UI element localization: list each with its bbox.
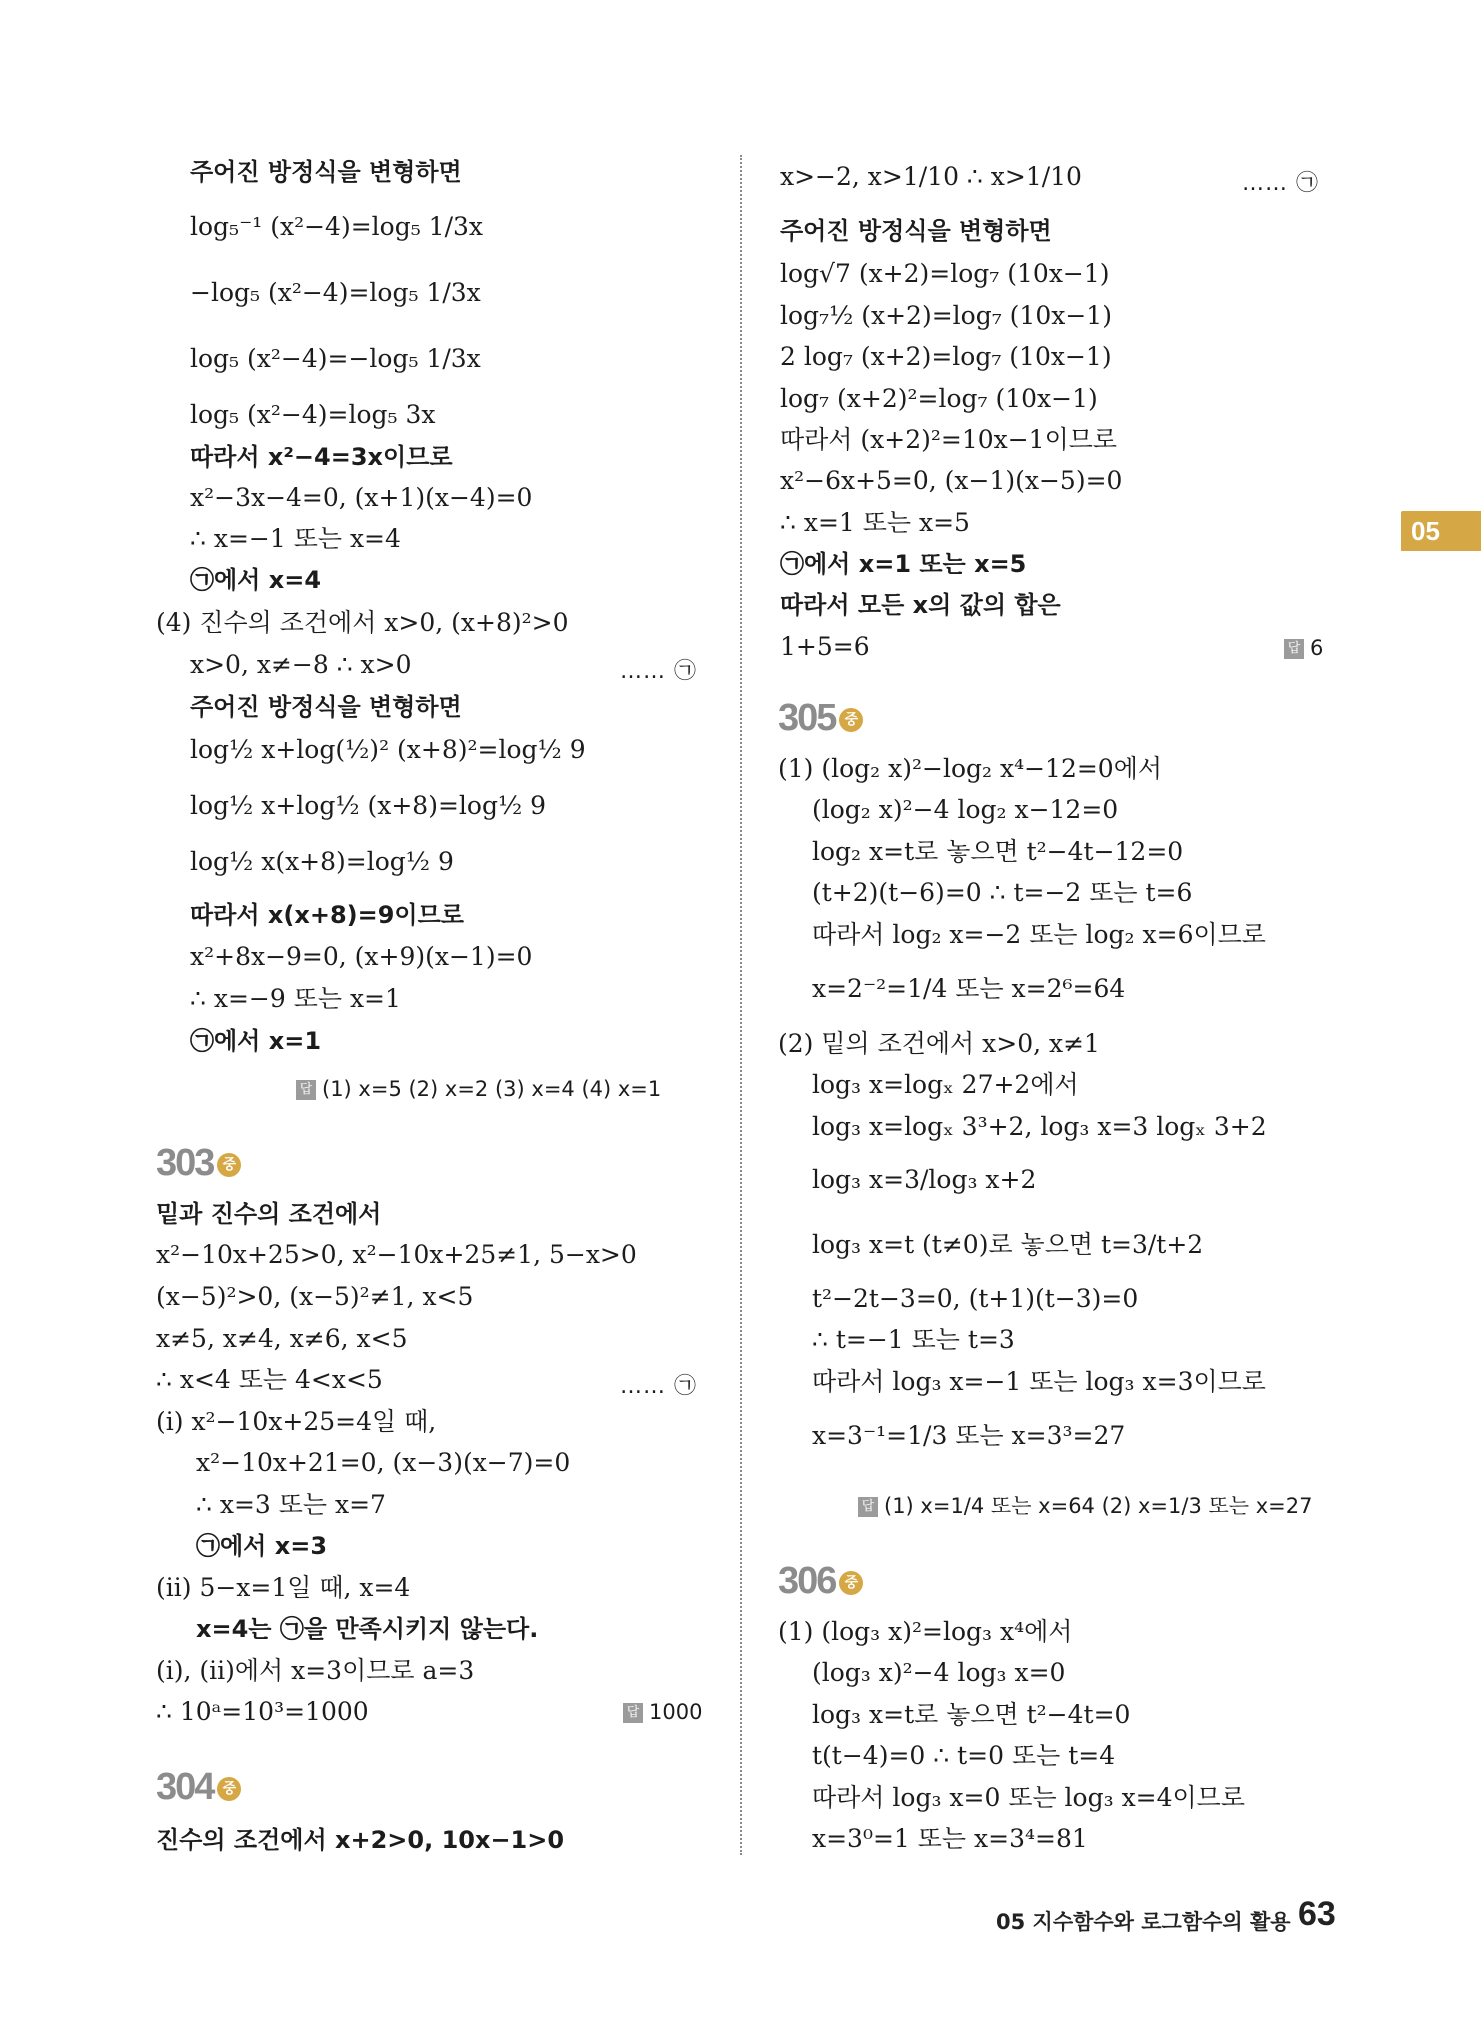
problem-number-text: 303 <box>156 1142 214 1184</box>
solution-line: log₃ x=logₓ 3³+2, log₃ x=3 logₓ 3+2 <box>812 1112 1267 1141</box>
answer-line <box>623 1700 702 1724</box>
solution-line: log₃ x=3/log₃ x+2 <box>812 1165 1037 1194</box>
answer-text: (1) x=5 (2) x=2 (3) x=4 (4) x=1 <box>322 1077 662 1101</box>
solution-line: x>0, x≠−8 ∴ x>0 <box>190 650 412 679</box>
solution-line: ∴ x=1 또는 x=5 <box>780 508 970 537</box>
solution-line: 따라서 x²−4=3x이므로 <box>190 443 453 471</box>
difficulty-badge: 중 <box>839 708 863 732</box>
answer-line <box>296 1077 661 1101</box>
solution-line: 따라서 log₂ x=−2 또는 log₂ x=6이므로 <box>812 920 1266 949</box>
solution-line: ∴ x=−9 또는 x=1 <box>190 984 401 1013</box>
solution-line: ㉠에서 x=1 <box>190 1027 322 1055</box>
solution-line: (i) x²−10x+25=4일 때, <box>156 1407 437 1436</box>
solution-line: x=2⁻²=1/4 또는 x=2⁶=64 <box>812 974 1126 1003</box>
solution-line: (1) (log₂ x)²−log₂ x⁴−12=0에서 <box>778 754 1163 783</box>
solution-line: ∴ x<4 또는 4<x<5 <box>156 1365 383 1394</box>
solution-line: ∴ 10ᵃ=10³=1000 <box>156 1697 369 1726</box>
solution-line: (i), (ii)에서 x=3이므로 a=3 <box>156 1656 475 1685</box>
solution-line: ∴ x=−1 또는 x=4 <box>190 524 401 553</box>
solution-line: x²+8x−9=0, (x+9)(x−1)=0 <box>190 942 533 971</box>
solution-line: (log₂ x)²−4 log₂ x−12=0 <box>812 795 1119 824</box>
problem-number <box>778 1560 863 1603</box>
footer-chapter-title: 05 지수함수와 로그함수의 활용 <box>996 1910 1291 1934</box>
solution-line: 따라서 log₃ x=0 또는 log₃ x=4이므로 <box>812 1783 1245 1812</box>
solution-line: log√7 (x+2)=log₇ (10x−1) <box>780 259 1110 288</box>
problem-number-text: 305 <box>778 697 836 739</box>
solution-line: log₃ x=logₓ 27+2에서 <box>812 1070 1079 1099</box>
solution-line: log₅ (x²−4)=−log₅ 1/3x <box>190 344 481 373</box>
equation-marker: …… ㉠ <box>1242 171 1319 196</box>
answer-mark-icon: 답 <box>1284 639 1304 659</box>
solution-line: log₃ x=t (t≠0)로 놓으면 t=3/t+2 <box>812 1230 1204 1259</box>
solution-line: x²−10x+25>0, x²−10x+25≠1, 5−x>0 <box>156 1240 637 1269</box>
solution-line: (4) 진수의 조건에서 x>0, (x+8)²>0 <box>156 608 569 637</box>
solution-line: t²−2t−3=0, (t+1)(t−3)=0 <box>812 1284 1139 1313</box>
answer-mark-icon: 답 <box>858 1497 878 1517</box>
answer-mark-icon: 답 <box>296 1080 316 1100</box>
solution-line: log₂ x=t로 놓으면 t²−4t−12=0 <box>812 837 1184 866</box>
problem-number <box>156 1766 241 1809</box>
answer-text: 6 <box>1310 636 1324 660</box>
solution-line: log½ x+log½ (x+8)=log½ 9 <box>190 791 547 820</box>
solution-line: (1) (log₃ x)²=log₃ x⁴에서 <box>778 1617 1073 1646</box>
answer-line <box>858 1490 1313 1520</box>
problem-number-text: 306 <box>778 1560 836 1602</box>
solution-line: ∴ t=−1 또는 t=3 <box>812 1325 1015 1354</box>
solution-line: (t+2)(t−6)=0 ∴ t=−2 또는 t=6 <box>812 878 1193 907</box>
problem-number <box>156 1142 241 1185</box>
solution-line: log₇ (x+2)²=log₇ (10x−1) <box>780 384 1098 413</box>
solution-line: ∴ x=3 또는 x=7 <box>196 1490 386 1519</box>
solution-line: (log₃ x)²−4 log₃ x=0 <box>812 1658 1066 1687</box>
solution-line: log₃ x=t로 놓으면 t²−4t=0 <box>812 1700 1131 1729</box>
solution-line: 2 log₇ (x+2)=log₇ (10x−1) <box>780 342 1112 371</box>
solution-line: x=3⁻¹=1/3 또는 x=3³=27 <box>812 1421 1126 1450</box>
solution-line: 따라서 log₃ x=−1 또는 log₃ x=3이므로 <box>812 1367 1266 1396</box>
solution-line: log₇½ (x+2)=log₇ (10x−1) <box>780 301 1112 330</box>
solution-line: 따라서 모든 x의 값의 합은 <box>780 591 1061 619</box>
solution-line: 1+5=6 <box>780 632 870 661</box>
solution-line: 주어진 방정식을 변형하면 <box>780 217 1052 245</box>
solution-line: x²−3x−4=0, (x+1)(x−4)=0 <box>190 483 533 512</box>
difficulty-badge: 중 <box>839 1571 863 1595</box>
difficulty-badge: 중 <box>217 1777 241 1801</box>
page-number: 63 <box>1298 1895 1336 1933</box>
column-divider <box>740 155 742 1855</box>
solution-line: log₅ (x²−4)=log₅ 3x <box>190 400 436 429</box>
solution-line: 진수의 조건에서 x+2>0, 10x−1>0 <box>156 1826 565 1854</box>
answer-line <box>1284 636 1323 660</box>
solution-line: (2) 밑의 조건에서 x>0, x≠1 <box>778 1029 1100 1058</box>
problem-number-text: 304 <box>156 1766 214 1808</box>
solution-line: 주어진 방정식을 변형하면 <box>190 693 462 721</box>
equation-marker: …… ㉠ <box>620 659 697 684</box>
difficulty-badge: 중 <box>217 1153 241 1177</box>
solution-line: ㉠에서 x=3 <box>196 1532 328 1560</box>
solution-line: ㉠에서 x=4 <box>190 566 322 594</box>
solution-line: (ii) 5−x=1일 때, x=4 <box>156 1573 411 1602</box>
answer-mark-icon: 답 <box>623 1703 643 1723</box>
solution-line: log½ x(x+8)=log½ 9 <box>190 847 454 876</box>
solution-line: x≠5, x≠4, x≠6, x<5 <box>156 1324 408 1353</box>
solution-line: x=3⁰=1 또는 x=3⁴=81 <box>812 1824 1088 1853</box>
answer-text: 1000 <box>649 1700 703 1724</box>
solution-line: x²−10x+21=0, (x−3)(x−7)=0 <box>196 1448 571 1477</box>
solution-line: (x−5)²>0, (x−5)²≠1, x<5 <box>156 1282 474 1311</box>
solution-line: 따라서 (x+2)²=10x−1이므로 <box>780 425 1118 454</box>
solution-line: x²−6x+5=0, (x−1)(x−5)=0 <box>780 466 1123 495</box>
chapter-tab: 05 <box>1401 511 1481 551</box>
solution-line: log½ x+log(½)² (x+8)²=log½ 9 <box>190 735 586 764</box>
solution-line: −log₅ (x²−4)=log₅ 1/3x <box>190 278 481 307</box>
solution-line: t(t−4)=0 ∴ t=0 또는 t=4 <box>812 1741 1116 1770</box>
problem-number <box>778 697 863 740</box>
solution-line: log₅⁻¹ (x²−4)=log₅ 1/3x <box>190 212 484 241</box>
solution-line: 밑과 진수의 조건에서 <box>156 1200 382 1228</box>
solution-line: 주어진 방정식을 변형하면 <box>190 158 462 186</box>
solution-line: 따라서 x(x+8)=9이므로 <box>190 901 464 929</box>
solution-line: x=4는 ㉠을 만족시키지 않는다. <box>196 1615 539 1643</box>
solution-line: x>−2, x>1/10 ∴ x>1/10 <box>780 162 1082 191</box>
answer-text: (1) x=1/4 또는 x=64 (2) x=1/3 또는 x=27 <box>884 1494 1313 1518</box>
equation-marker: …… ㉠ <box>620 1374 697 1399</box>
solution-line: ㉠에서 x=1 또는 x=5 <box>780 550 1027 578</box>
